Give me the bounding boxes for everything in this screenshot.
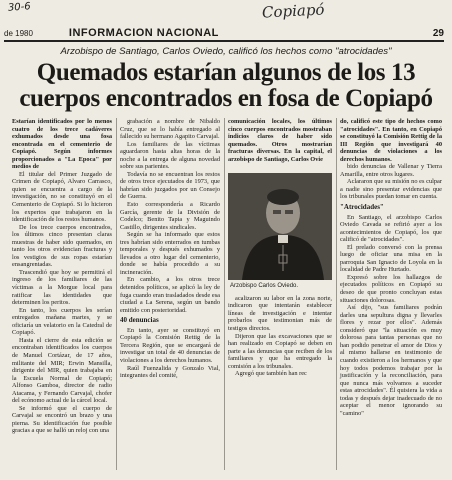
paragraph: De los trece cuerpos encontrados, los últimos cinco presentan claras muestras de haber sido quemados, en tanto los otros evidencian fracturas y los vestigios de sus ropas estarían ensangrentadas.	[12, 223, 112, 269]
paragraph: En Santiago, el arzobispo Carlos Oviedo Cavada se refirió ayer a los acontecimientos de Copiapó, los que calificó de "atrocidades".	[340, 213, 442, 244]
column-2	[120, 118, 220, 380]
lead-paragraph: Estarían identificados por lo menos cuatro de los trece cadáveres exhumados desde una fosa encontrada en el cementerio de Copiapó. Según informes proporcionados a "La Epoca" por medios de	[12, 118, 112, 171]
paragraph: Raúl Fuenzalida y Gonzalo Vial, integrantes del comité,	[120, 364, 220, 380]
paragraph: En tanto, ayer se constituyó en Copiapó la Comisión Rettig de la Tercera Región, que se encargará de investigar un total de 40 denuncias de violaciones a los derechos humanos.	[120, 326, 220, 364]
paragraph: acalizaron su labor en la zona norte, indicaron que intentarán establecer líneas de investigación e intentar probarlos que testimonian más de testigos directos.	[228, 294, 332, 333]
paragraph: Los familiares de las víctimas aguardaron hasta altas horas de la noche a la entrega de alguna novedad sobre sus parientes.	[120, 140, 220, 171]
headline-line-1: Quemados estarían algunos de los 13	[36, 59, 416, 86]
paragraph: Agregó que también han rec	[235, 370, 307, 378]
column-3	[228, 118, 332, 378]
paragraph: En tanto, los cuerpos les serían entregados mañana martes, y se oficiaría un velatorio en la Catedral de Copiapó.	[12, 306, 112, 337]
paragraph: Hasta el cierre de esta edición se encontraban identificados los cuerpos de Manuel Cortázar, de 17 años, militante del MIR; Erwin Mansilla, dirigente del MIR, quien trabajaba en la Escuela Normal de Copiapó; Alfonso Gamboa, director de radio Atacama, y Fernando Carvajal, chofer del ecónomo actual de la cárcel local.	[12, 336, 112, 405]
subhead-atrocidades: "Atrocidades"	[340, 203, 384, 212]
headline-line-2: cuerpos encontrados en fosa de Copiapó	[19, 85, 433, 112]
paragraph: Aclararon que su misión no es culpar a nadie sino presentar evidencias que los tribunales puedan tomar en cuenta.	[340, 178, 442, 201]
headline	[6, 60, 446, 112]
photo-caption: Arzobispo Carlos Oviedo.	[230, 283, 299, 290]
column-4	[340, 118, 442, 417]
paragraph: bido denuncias de Vallenar y Tierra Amarilla, entre otros lugares.	[340, 163, 442, 178]
paragraph: En cambio, a los otros trece detenidos políticos, se aplicó la ley de fuga cuando eran trasladados desde esa ciudad a La Serena, según un bando emitido con posterioridad.	[120, 276, 220, 314]
column-1	[12, 118, 112, 435]
lead-paragraph-continued: comunicación locales, los últimos cinco cuerpos encontrados mostraban indicios claros de haber sido quemados. Otros mostrarían fracturas diversas. En la capital, el arzobispo de Santiago, Carlos Ovie	[228, 118, 332, 163]
header-year: de 1980	[4, 29, 33, 38]
portrait-image	[228, 173, 332, 280]
paragraph: Trascendió que hoy se permitirá el ingreso de los familiares de las víctimas a la Morgue local para ratificar las identidades que determinen los peritos.	[12, 268, 112, 307]
lead-paragraph-end: do, calificó este tipo de hechos como "atrocidades". En tanto, en Copiapó se constituyó la Comisión Rettig de la III Región que investigará 40 denuncias de violaciones a los derechos humanos.	[340, 118, 442, 163]
paragraph: El titular del Primer Juzgado de Crimen de Copiapó, Alvaro Carrasco, quien se encuentra a cargo de la investigación, no se constituyó en el Cementerio de Copiapó. Si lo hicieron los expertos que trabajaron en la identificación de los restos humanos.	[12, 170, 112, 224]
paragraph: Así dijo, "sus familiares podrán darles una sepultura digna y llevarles flores y rezar por ellos". Además consideró que "la situación es muy dolorosa para tantas personas que no han podido penetrar el amor de Dios y al mismo hallarse en testimonio de cuando existieron a los hermanos y que hoy todos podemos trabajar por la justificación y la reconciliación, para que nunca más volvamos a suceder estas atrocidades". Él quisiera la vida a todas y después dejar inadecuado de no aceptar el menor ignorando su "camino"	[340, 304, 442, 417]
paragraph: grabación a nombre de Nibaldo Cruz, que se lo había entregado al fallecido su hermano Agapito Carvajal.	[120, 118, 220, 141]
paragraph: Se informó que el cuerpo de Carvajal se encontró un brazo y una pierna. Su identificación fue posible gracias a que se halló un reloj con una	[12, 404, 112, 435]
archbishop-photo	[228, 173, 332, 280]
page-number: 29	[432, 28, 444, 39]
page-header	[4, 22, 444, 42]
paragraph: Esto correspondería a Ricardo García, gerente de la División de Codelco; Benito Tapia y Maguindo Castillo, dirigentes sindicales.	[120, 201, 220, 231]
handwritten-source-note: Copiapó	[261, 0, 325, 22]
article-body	[12, 118, 442, 480]
handwritten-date: 30-6	[7, 1, 32, 14]
paragraph: Dijeron que las excavaciones que se han realizado en Copiapó se deben en parte a las denuncias que reciben de los familiares y que ha entregado la comisión a los tribunales.	[228, 332, 332, 370]
kicker-line: Arzobispo de Santiago, Carlos Oviedo, calificó los hechos como "atrocidades"	[60, 46, 392, 57]
subhead-denuncias: 40 denuncias	[120, 316, 159, 325]
section-title: INFORMACION NACIONAL	[68, 27, 219, 39]
paragraph: Según se ha informado que estos tres habrían sido enterrados en tumbas temporales y después exhumados y llevados a otro lugar del cementerio, donde se había procedido a su incineración.	[120, 231, 220, 276]
paragraph: Todavía no se encuentran los restos de otros trece ejecutados de 1973, que habrían sido juzgados por un Consejo de Guerra.	[120, 170, 220, 201]
paragraph: El prelado conversó con la prensa luego de oficiar una misa en la parroquia San Ignacio de Loyola en la localidad de Padre Hurtado.	[340, 243, 442, 274]
paragraph: Expresó sobre los hallazgos de ejecutados políticos en Copiapó su deseo de que pronto concluyan estas situaciones dolorosas.	[340, 273, 442, 304]
